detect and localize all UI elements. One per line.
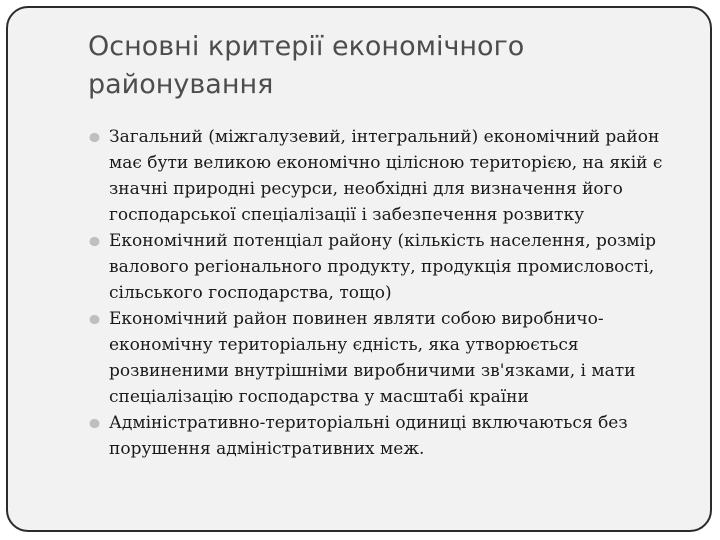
bullet-text: Адміністративно-територіальні одиниці включаються без порушення адміністративних меж. [109,413,628,459]
slide-frame [6,6,712,532]
bullet-item [88,306,668,410]
bullet-list [88,124,668,462]
bullet-item [88,410,668,462]
bullet-text: Економічний потенціал району (кількість населення, розмір валового регіонального продукту, продукція промисловості, сільського господарства, тощо) [109,231,656,303]
bullet-item [88,228,668,306]
bullet-text: Загальний (міжгалузевий, інтегральний) економічний район має бути великою економічно цілісною територією, на якій є значні природні ресурси, необхідні для визначення його господарської спеціалізації і забезпечення розвитку [109,127,663,225]
oval-bullet-icon [89,132,100,143]
slide-title: Основні критерії економічного районування [88,31,525,100]
oval-bullet-icon [89,314,100,325]
bullet-text: Економічний район повинен являти собою виробничо-економічну територіальну єдність, яка утворюється розвиненими внутрішніми виробничими зв'язками, і мати спеціалізацію господарства у масштабі країни [109,309,636,407]
bullet-item [88,124,668,228]
oval-bullet-icon [89,418,100,429]
oval-bullet-icon [89,236,100,247]
